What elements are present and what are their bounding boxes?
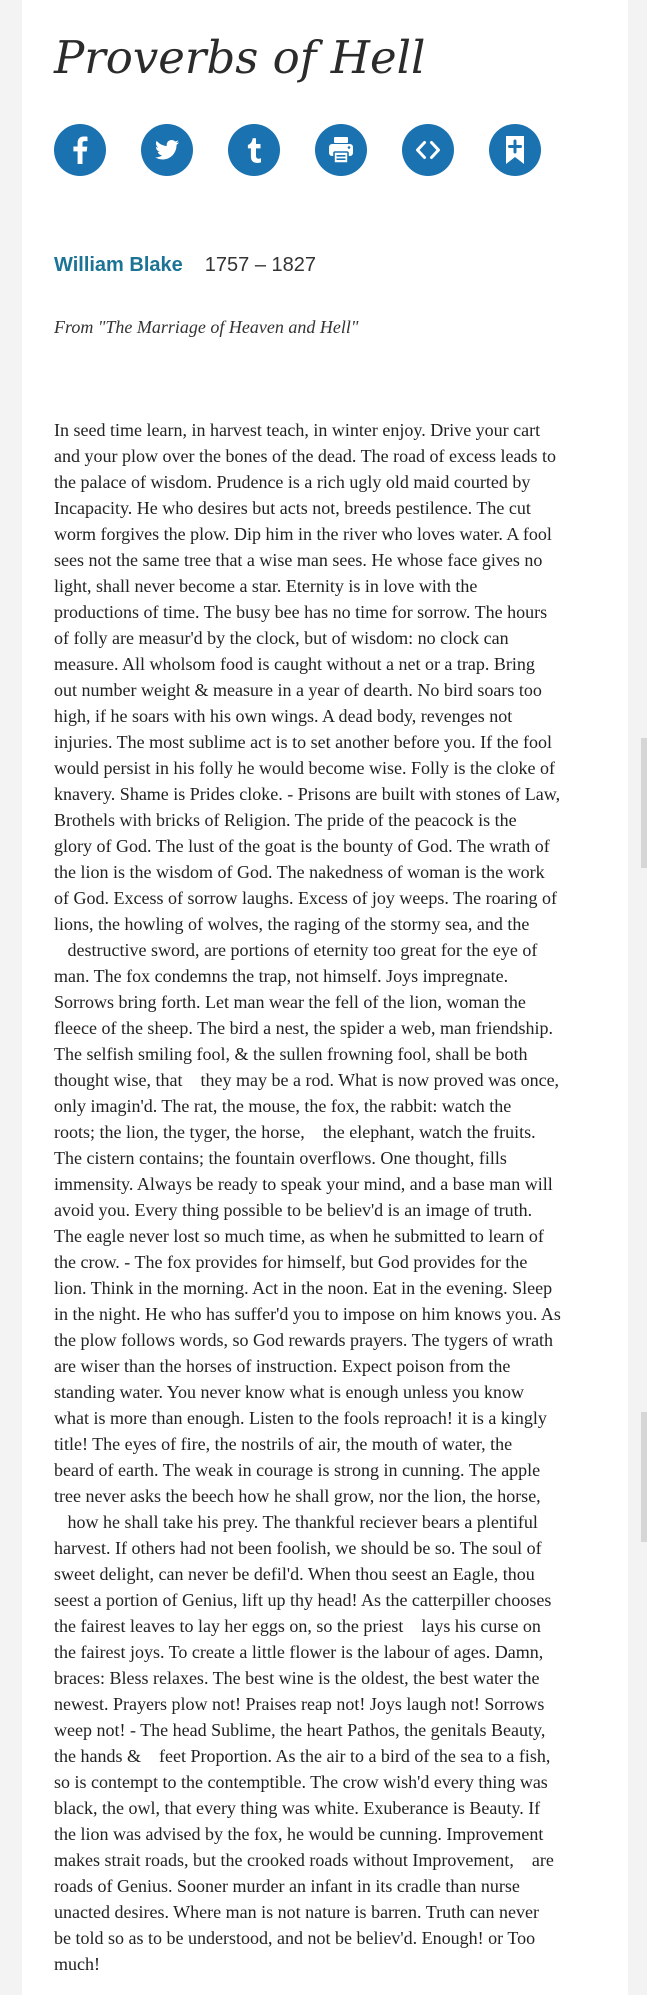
poem-source: From "The Marriage of Heaven and Hell" xyxy=(54,317,359,337)
poem-line: beard of earth. The weak in courage is strong in cunning. The apple xyxy=(54,1460,541,1480)
bookmark-button[interactable] xyxy=(489,124,541,176)
poem-line: Brothels with bricks of Religion. The pride of the peacock is the xyxy=(54,810,517,830)
poem-line: sweet delight, can never be defil'd. When thou seest an Eagle, thou xyxy=(54,1564,535,1584)
poem-line: sees not the same tree that a wise man sees. He whose face gives no xyxy=(54,550,543,570)
poem-page xyxy=(22,0,628,1995)
poem-line: immensity. Always be ready to speak your mind, and a base man will xyxy=(54,1174,553,1194)
scroll-indicator xyxy=(641,738,647,868)
poem-line: In seed time learn, in harvest teach, in winter enjoy. Drive your cart xyxy=(54,420,541,440)
poem-title: Proverbs of Hell xyxy=(54,31,426,84)
poem-line: are wiser than the horses of instruction. Expect poison from the xyxy=(54,1356,511,1376)
poem-line: light, shall never become a star. Eternity is in love with the xyxy=(54,576,478,596)
poem-line: knavery. Shame is Prides cloke. - Prisons are built with stones of Law, xyxy=(54,784,561,804)
poem-line: makes strait roads, but the crooked roads without Improvement, are xyxy=(54,1850,554,1870)
poem-line: newest. Prayers plow not! Praises reap not! Joys laugh not! Sorrows xyxy=(54,1694,545,1714)
poem-line: only imagin'd. The rat, the mouse, the fox, the rabbit: watch the xyxy=(54,1096,512,1116)
poem-line: The cistern contains; the fountain overflows. One thought, fills xyxy=(54,1148,507,1168)
poem-line: lions, the howling of wolves, the raging of the stormy sea, and the xyxy=(54,914,530,934)
poem-line: harvest. If others had not been foolish, we should be so. The soul of xyxy=(54,1538,542,1558)
poem-body xyxy=(54,417,614,1977)
poem-line: The selfish smiling fool, & the sullen frowning fool, shall be both xyxy=(54,1044,528,1064)
facebook-share-button[interactable] xyxy=(54,124,106,176)
poem-line: glory of God. The lust of the goat is the bounty of God. The wrath of xyxy=(54,836,550,856)
poem-line: of folly are measur'd by the clock, but of wisdom: no clock can xyxy=(54,628,509,648)
facebook-icon xyxy=(54,124,106,176)
print-icon xyxy=(315,124,367,176)
poem-line: tree never asks the beech how he shall grow, nor the lion, the horse, xyxy=(54,1486,541,1506)
poem-line: worm forgives the plow. Dip him in the river who loves water. A fool xyxy=(54,524,552,544)
tumblr-icon xyxy=(228,124,280,176)
poem-line: roots; the lion, the tyger, the horse, the elephant, watch the fruits. xyxy=(54,1122,536,1142)
poem-line: the hands & feet Proportion. As the air to a bird of the sea to a fish, xyxy=(54,1746,551,1766)
poem-line: out number weight & measure in a year of dearth. No bird soars too xyxy=(54,680,542,700)
author-link[interactable]: William Blake xyxy=(54,254,183,276)
poem-line: The eagle never lost so much time, as when he submitted to learn of xyxy=(54,1226,544,1246)
embed-icon xyxy=(402,124,454,176)
poem-line: standing water. You never know what is enough unless you know xyxy=(54,1382,524,1402)
poem-line: much! xyxy=(54,1954,100,1974)
poem-line: the plow follows words, so God rewards prayers. The tygers of wrath xyxy=(54,1330,554,1350)
poem-line: be told so as to be understood, and not be believ'd. Enough! or Too xyxy=(54,1928,536,1948)
scroll-indicator xyxy=(641,1412,647,1542)
poem-line: unacted desires. Where man is not nature is barren. Truth can never xyxy=(54,1902,540,1922)
print-button[interactable] xyxy=(315,124,367,176)
poem-line: the crow. - The fox provides for himself, but God provides for the xyxy=(54,1252,528,1272)
poem-line: the fairest leaves to lay her eggs on, so the priest lays his curse on xyxy=(54,1616,541,1636)
poem-line: injuries. The most sublime act is to set another before you. If the fool xyxy=(54,732,553,752)
poem-line: weep not! - The head Sublime, the heart Pathos, the genitals Beauty, xyxy=(54,1720,546,1740)
poem-line: of God. Excess of sorrow laughs. Excess of joy weeps. The roaring of xyxy=(54,888,558,908)
poem-line: the palace of wisdom. Prudence is a rich ugly old maid courted by xyxy=(54,472,531,492)
poem-line: man. The fox condemns the trap, not himself. Joys impregnate. xyxy=(54,966,509,986)
poem-line: and your plow over the bones of the dead. The road of excess leads to xyxy=(54,446,557,466)
poem-line: lion. Think in the morning. Act in the noon. Eat in the evening. Sleep xyxy=(54,1278,553,1298)
poem-line: how he shall take his prey. The thankful reciever bears a plentiful xyxy=(54,1512,538,1532)
poem-line: would persist in his folly he would become wise. Folly is the cloke of xyxy=(54,758,555,778)
poem-line: the lion was advised by the fox, he would be cunning. Improvement xyxy=(54,1824,544,1844)
poem-line: measure. All wholsom food is caught without a net or a trap. Bring xyxy=(54,654,535,674)
poem-line: roads of Genius. Sooner murder an infant in its cradle than nurse xyxy=(54,1876,520,1896)
poem-byline xyxy=(54,252,316,278)
poem-line: in the night. He who has suffer'd you to impose on him knows you. As xyxy=(54,1304,561,1324)
poem-line: black, the owl, that every thing was white. Exuberance is Beauty. If xyxy=(54,1798,541,1818)
author-dates: 1757 – 1827 xyxy=(204,254,316,276)
poem-line: productions of time. The busy bee has no time for sorrow. The hours xyxy=(54,602,548,622)
poem-line: thought wise, that they may be a rod. What is now proved was once, xyxy=(54,1070,560,1090)
poem-line: title! The eyes of fire, the nostrils of air, the mouth of water, the xyxy=(54,1434,513,1454)
twitter-icon xyxy=(141,124,193,176)
poem-line: the lion is the wisdom of God. The nakedness of woman is the work xyxy=(54,862,545,882)
bookmark-icon xyxy=(489,124,541,176)
poem-line: high, if he soars with his own wings. A dead body, revenges not xyxy=(54,706,513,726)
poem-line: destructive sword, are portions of eternity too great for the eye of xyxy=(54,940,538,960)
share-toolbar xyxy=(54,124,554,176)
poem-line: Sorrows bring forth. Let man wear the fell of the lion, woman the xyxy=(54,992,526,1012)
poem-line: Incapacity. He who desires but acts not, breeds pestilence. The cut xyxy=(54,498,531,518)
poem-line: braces: Bless relaxes. The best wine is the oldest, the best water the xyxy=(54,1668,540,1688)
poem-line: so is contempt to the contemptible. The crow wish'd every thing was xyxy=(54,1772,548,1792)
poem-line: the fairest joys. To create a little flower is the labour of ages. Damn, xyxy=(54,1642,544,1662)
poem-line: fleece of the sheep. The bird a nest, the spider a web, man friendship. xyxy=(54,1018,553,1038)
poem-line: what is more than enough. Listen to the fools reproach! it is a kingly xyxy=(54,1408,547,1428)
embed-button[interactable] xyxy=(402,124,454,176)
poem-line: avoid you. Every thing possible to be believ'd is an image of truth. xyxy=(54,1200,533,1220)
poem-line: seest a portion of Genius, lift up thy head! As the catterpiller chooses xyxy=(54,1590,552,1610)
twitter-share-button[interactable] xyxy=(141,124,193,176)
tumblr-share-button[interactable] xyxy=(228,124,280,176)
